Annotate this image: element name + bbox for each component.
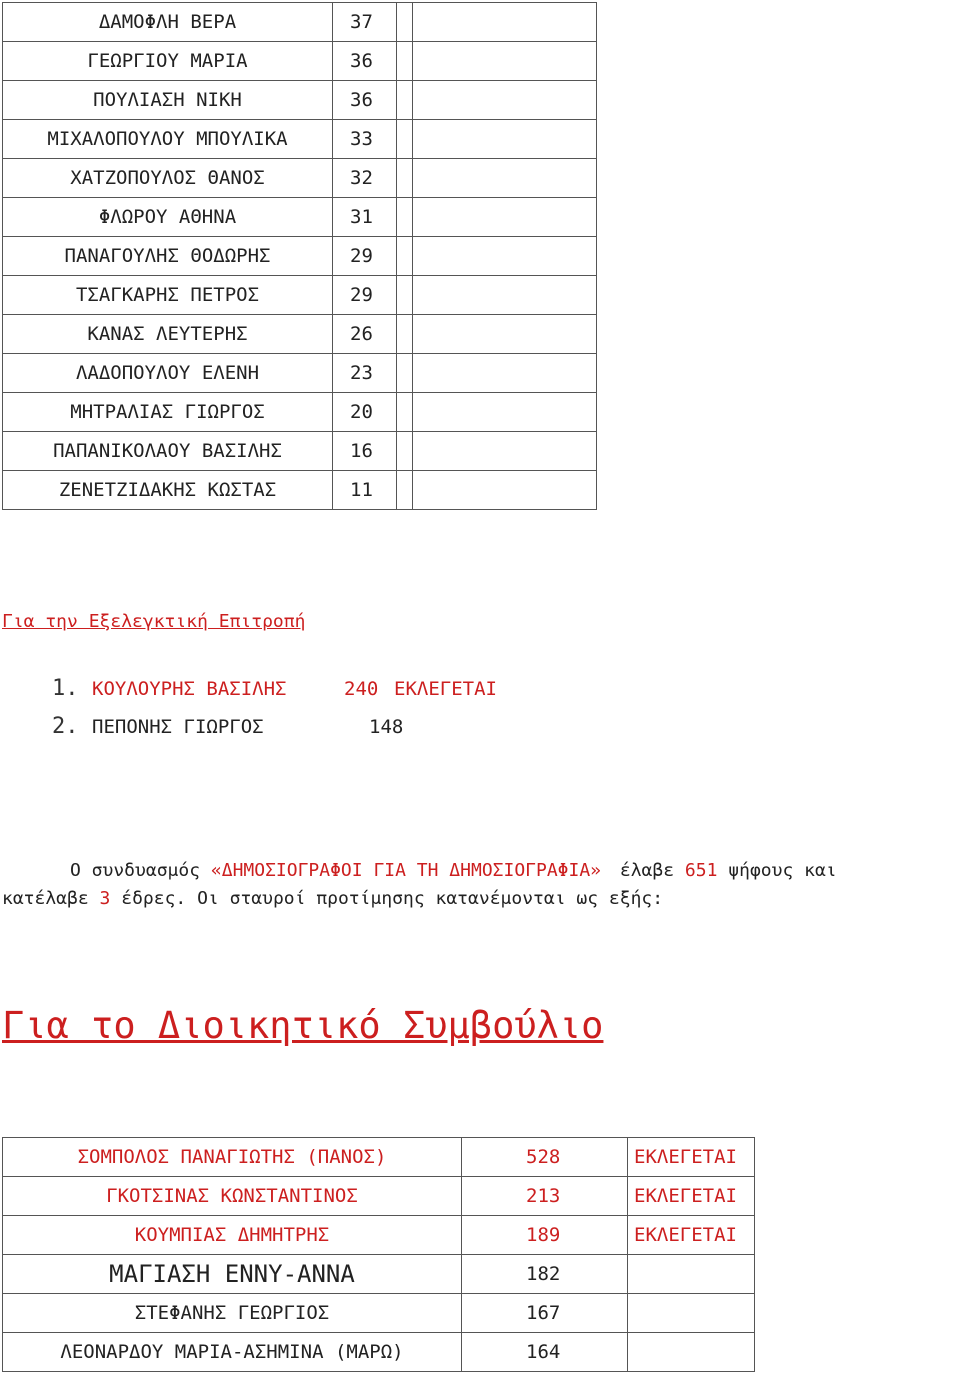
- summary-line2-prefix: κατέλαβε: [2, 888, 89, 909]
- status-cell: [628, 1255, 755, 1294]
- audit-heading: Για την Εξελεγκτική Επιτροπή: [2, 611, 306, 632]
- empty-cell: [413, 354, 597, 393]
- table-row: [3, 432, 597, 471]
- candidate-votes: 29: [333, 237, 397, 276]
- candidate-name: ΜΗΤΡΑΛΙΑΣ ΓΙΩΡΓΟΣ: [3, 393, 333, 432]
- empty-cell: [413, 432, 597, 471]
- table-row: [3, 276, 597, 315]
- board-candidate-votes: 167: [462, 1294, 628, 1333]
- board-candidate-name: ΣΤΕΦΑΝΗΣ ΓΕΩΡΓΙΟΣ: [3, 1294, 462, 1333]
- table-row: [3, 198, 597, 237]
- empty-cell: [413, 315, 597, 354]
- candidate-votes: 32: [333, 159, 397, 198]
- empty-cell: [413, 42, 597, 81]
- candidate-votes: 37: [333, 3, 397, 42]
- candidate-votes: 16: [333, 432, 397, 471]
- candidate-votes: 23: [333, 354, 397, 393]
- board-heading: Για το Διοικητικό Συμβούλιο: [2, 1004, 604, 1047]
- board-candidate-votes: 528: [462, 1138, 628, 1177]
- seats-count: 3: [99, 888, 111, 909]
- empty-cell: [397, 276, 413, 315]
- summary-mid: έλαβε: [619, 860, 675, 881]
- candidate-name: ΦΛΩΡΟΥ ΑΘΗΝΑ: [3, 198, 333, 237]
- board-candidate-name: ΓΚΟΤΣΙΝΑΣ ΚΩΝΣΤΑΝΤΙΝΟΣ: [3, 1177, 462, 1216]
- candidate-votes: 33: [333, 120, 397, 159]
- table-row: [3, 1333, 755, 1372]
- board-candidate-name: ΚΟΥΜΠΙΑΣ ΔΗΜΗΤΡΗΣ: [3, 1216, 462, 1255]
- total-votes: 651: [684, 860, 718, 881]
- board-candidate-name: ΜΑΓΙΑΣΗ ΕΝΝΥ-ΑΝΝΑ: [3, 1255, 462, 1294]
- summary-line-1: [70, 860, 837, 881]
- candidate-votes: 26: [333, 315, 397, 354]
- audit-candidate-votes: 240: [344, 678, 379, 700]
- table-row: [3, 393, 597, 432]
- status-cell: [628, 1333, 755, 1372]
- board-candidate-votes: 213: [462, 1177, 628, 1216]
- empty-cell: [413, 471, 597, 510]
- table-row: [3, 81, 597, 120]
- table-row: [3, 1255, 755, 1294]
- candidates-table: [2, 2, 597, 510]
- empty-cell: [397, 198, 413, 237]
- empty-cell: [413, 393, 597, 432]
- board-candidate-name: ΛΕΟΝΑΡΔΟΥ ΜΑΡΙΑ-ΑΣΗΜΙΝΑ (ΜΑΡΩ): [3, 1333, 462, 1372]
- board-candidate-votes: 164: [462, 1333, 628, 1372]
- candidate-name: ΜΙΧΑΛΟΠΟΥΛΟΥ ΜΠΟΥΛΙΚΑ: [3, 120, 333, 159]
- elected-label: ΕΚΛΕΓΕΤΑΙ: [628, 1177, 755, 1216]
- elected-label: ΕΚΛΕΓΕΤΑΙ: [628, 1138, 755, 1177]
- candidate-name: ΔΑΜΟΦΛΗ ΒΕΡΑ: [3, 3, 333, 42]
- empty-cell: [413, 120, 597, 159]
- candidate-name: ΛΑΔΟΠΟΥΛΟΥ ΕΛΕΝΗ: [3, 354, 333, 393]
- table-row: [3, 1216, 755, 1255]
- summary-mid2: ψήφους και: [728, 860, 837, 881]
- candidate-name: ΠΑΠΑΝΙΚΟΛΑΟΥ ΒΑΣΙΛΗΣ: [3, 432, 333, 471]
- empty-cell: [413, 159, 597, 198]
- audit-candidate-votes: 148: [369, 716, 404, 738]
- empty-cell: [413, 198, 597, 237]
- party-name: «ΔΗΜΟΣΙΟΓΡΑΦΟΙ ΓΙΑ ΤΗ ΔΗΜΟΣΙΟΓΡΑΦΙΑ»: [210, 860, 602, 881]
- empty-cell: [397, 432, 413, 471]
- empty-cell: [397, 471, 413, 510]
- elected-label: ΕΚΛΕΓΕΤΑΙ: [394, 678, 497, 700]
- table-row: [3, 471, 597, 510]
- list-number: 1.: [52, 676, 79, 701]
- summary-prefix: Ο συνδυασμός: [70, 860, 201, 881]
- empty-cell: [413, 3, 597, 42]
- candidate-votes: 36: [333, 42, 397, 81]
- board-candidate-name: ΣΟΜΠΟΛΟΣ ΠΑΝΑΓΙΩΤΗΣ (ΠΑΝΟΣ): [3, 1138, 462, 1177]
- table-row: [3, 315, 597, 354]
- candidate-votes: 36: [333, 81, 397, 120]
- summary-line2-suffix: έδρες. Οι σταυροί προτίμησης κατανέμονται ως εξής:: [121, 888, 664, 909]
- candidate-votes: 31: [333, 198, 397, 237]
- audit-candidate-name: ΠΕΠΟΝΗΣ ΓΙΩΡΓΟΣ: [92, 716, 264, 738]
- empty-cell: [397, 354, 413, 393]
- candidate-name: ΖΕΝΕΤΖΙΔΑΚΗΣ ΚΩΣΤΑΣ: [3, 471, 333, 510]
- empty-cell: [413, 237, 597, 276]
- candidate-name: ΚΑΝΑΣ ΛΕΥΤΕΡΗΣ: [3, 315, 333, 354]
- audit-candidate-name: ΚΟΥΛΟΥΡΗΣ ΒΑΣΙΛΗΣ: [92, 678, 287, 700]
- candidate-votes: 20: [333, 393, 397, 432]
- table-row: [3, 1138, 755, 1177]
- candidate-name: ΓΕΩΡΓΙΟΥ ΜΑΡΙΑ: [3, 42, 333, 81]
- empty-cell: [397, 42, 413, 81]
- board-candidate-votes: 182: [462, 1255, 628, 1294]
- empty-cell: [397, 393, 413, 432]
- empty-cell: [413, 81, 597, 120]
- empty-cell: [397, 237, 413, 276]
- list-number: 2.: [52, 714, 79, 739]
- empty-cell: [397, 315, 413, 354]
- table-row: [3, 3, 597, 42]
- table-row: [3, 1177, 755, 1216]
- candidate-name: ΠΟΥΛΙΑΣΗ ΝΙΚΗ: [3, 81, 333, 120]
- candidate-name: ΧΑΤΖΟΠΟΥΛΟΣ ΘΑΝΟΣ: [3, 159, 333, 198]
- table-row: [3, 159, 597, 198]
- elected-label: ΕΚΛΕΓΕΤΑΙ: [628, 1216, 755, 1255]
- table-row: [3, 42, 597, 81]
- empty-cell: [397, 159, 413, 198]
- candidate-name: ΤΣΑΓΚΑΡΗΣ ΠΕΤΡΟΣ: [3, 276, 333, 315]
- board-candidate-votes: 189: [462, 1216, 628, 1255]
- candidate-votes: 29: [333, 276, 397, 315]
- table-row: [3, 354, 597, 393]
- summary-line-2: [2, 888, 663, 909]
- board-table: [2, 1137, 755, 1372]
- table-row: [3, 237, 597, 276]
- empty-cell: [397, 3, 413, 42]
- status-cell: [628, 1294, 755, 1333]
- table-row: [3, 120, 597, 159]
- table-row: [3, 1294, 755, 1333]
- candidate-votes: 11: [333, 471, 397, 510]
- empty-cell: [397, 120, 413, 159]
- candidate-name: ΠΑΝΑΓΟΥΛΗΣ ΘΟΔΩΡΗΣ: [3, 237, 333, 276]
- empty-cell: [413, 276, 597, 315]
- empty-cell: [397, 81, 413, 120]
